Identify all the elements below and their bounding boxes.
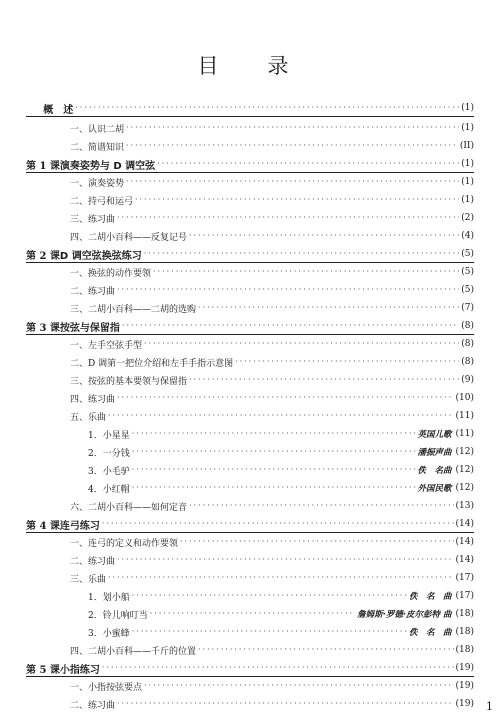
entry-label: 2．一分钱 <box>88 448 130 459</box>
leader-dots <box>189 498 454 514</box>
chapter-number: 第 3 课 <box>26 322 60 334</box>
leader-dots <box>132 426 416 442</box>
heading-underline <box>26 172 474 173</box>
leader-dots <box>102 660 454 676</box>
entry-page-number: (9) <box>461 375 474 385</box>
entry-label: 小指练习 <box>59 664 100 676</box>
toc-section-entry[interactable] <box>70 552 474 568</box>
leader-dots <box>126 174 459 190</box>
entry-label: 一、左手空弦手型 <box>70 340 143 351</box>
leader-dots <box>126 138 458 154</box>
entry-label: 概 述 <box>43 104 74 116</box>
toc-section-entry[interactable] <box>70 642 474 658</box>
composer-label: 英国儿歌 <box>417 430 452 440</box>
entry-label: 3．小蜜蜂 <box>88 628 130 639</box>
heading-underline <box>26 676 474 677</box>
page-number: 1 <box>486 700 493 713</box>
entry-page-number: (1) <box>461 159 474 169</box>
leader-dots <box>153 264 459 280</box>
leader-dots <box>126 120 459 136</box>
toc-section-entry[interactable] <box>70 678 474 694</box>
entry-label: 二、练习曲 <box>70 556 116 567</box>
heading-underline <box>26 532 474 533</box>
entry-page-number: (14) <box>455 519 474 529</box>
toc-song-entry[interactable] <box>88 426 474 442</box>
toc-chapter-entry[interactable] <box>26 318 474 334</box>
leader-dots <box>102 516 454 532</box>
toc-section-entry[interactable] <box>70 120 474 136</box>
entry-label: 一、小指按弦要点 <box>70 682 143 693</box>
composer-label: 潘振声曲 <box>417 448 452 458</box>
leader-dots <box>157 156 459 172</box>
entry-page-number: (1) <box>461 103 474 113</box>
entry-label: 1．划小船 <box>88 592 130 603</box>
toc-section-entry[interactable] <box>70 138 474 154</box>
entry-label: 连弓练习 <box>59 520 100 532</box>
entry-page-number: (5) <box>461 267 474 277</box>
toc-section-entry[interactable] <box>70 300 474 316</box>
entry-label: 三、二胡小百科——二胡的选购 <box>70 304 197 315</box>
entry-label: 四、二胡小百科——千斤的位置 <box>70 646 197 657</box>
leader-dots <box>189 228 459 244</box>
entry-page-number: (11) <box>455 411 474 421</box>
toc-section-entry[interactable] <box>70 174 474 190</box>
toc-song-entry[interactable] <box>88 588 474 604</box>
toc-chapter-entry[interactable] <box>26 246 474 262</box>
entry-page-number: (5) <box>461 249 474 259</box>
toc-section-entry[interactable] <box>70 390 474 406</box>
leader-dots <box>144 246 460 262</box>
entry-label: 二、简谱知识 <box>70 142 125 153</box>
heading-underline <box>26 116 474 117</box>
entry-label: 演奏姿势与 D 调空弦 <box>59 160 156 172</box>
entry-page-number: (8) <box>461 321 474 331</box>
entry-label: 3．小毛驴 <box>88 466 130 477</box>
leader-dots <box>180 534 454 550</box>
entry-page-number: (17) <box>455 573 474 583</box>
entry-label: 二、练习曲 <box>70 286 116 297</box>
entry-page-number: (19) <box>455 681 474 691</box>
entry-label: 一、演奏姿势 <box>70 178 125 189</box>
leader-dots <box>189 372 459 388</box>
leader-dots <box>132 462 416 478</box>
heading-underline <box>26 262 474 263</box>
toc-song-entry[interactable] <box>88 462 474 478</box>
toc-section-entry[interactable] <box>70 498 474 514</box>
composer-label: 佚 名 曲 <box>409 592 452 602</box>
entry-page-number: (14) <box>455 555 474 565</box>
entry-label: 三、练习曲 <box>70 214 116 225</box>
entry-page-number: (1) <box>461 123 474 133</box>
toc-song-entry[interactable] <box>88 444 474 460</box>
entry-label: 一、认识二胡 <box>70 124 125 135</box>
toc-section-entry[interactable] <box>70 192 474 208</box>
entry-label: 一、连弓的定义和动作要领 <box>70 538 179 549</box>
leader-dots <box>117 696 454 712</box>
entry-label: 2．铃儿响叮当 <box>88 610 148 621</box>
leader-dots <box>75 100 459 116</box>
toc-chapter-entry[interactable] <box>26 660 474 676</box>
toc-section-entry[interactable] <box>70 336 474 352</box>
composer-label: 外国民歌 <box>417 484 452 494</box>
entry-page-number: (18) <box>455 645 474 655</box>
entry-page-number: (II) <box>459 141 474 151</box>
leader-dots <box>117 390 454 406</box>
composer-label: 佚 名曲 <box>417 466 452 476</box>
entry-page-number: (18) <box>455 627 474 637</box>
entry-page-number: (12) <box>455 447 474 457</box>
toc-section-entry[interactable] <box>70 570 474 586</box>
chapter-number: 第 2 课 <box>26 250 60 262</box>
leader-dots <box>144 678 454 694</box>
entry-page-number: (18) <box>455 609 474 619</box>
entry-page-number: (10) <box>455 393 474 403</box>
entry-page-number: (17) <box>455 591 474 601</box>
leader-dots <box>108 570 454 586</box>
toc-section-entry[interactable] <box>70 264 474 280</box>
entry-page-number: (19) <box>455 663 474 673</box>
toc-section-entry[interactable] <box>70 408 474 424</box>
page-title: 目 录 <box>197 54 303 78</box>
entry-page-number: (19) <box>455 699 474 709</box>
toc-section-entry[interactable] <box>70 228 474 244</box>
toc-section-entry[interactable] <box>70 696 474 712</box>
chapter-number: 第 1 课 <box>26 160 60 172</box>
entry-label: 四、练习曲 <box>70 394 116 405</box>
chapter-number: 第 5 课 <box>26 664 60 676</box>
toc-section-entry[interactable] <box>70 210 474 226</box>
composer-label: 佚 名 曲 <box>409 628 452 638</box>
leader-dots <box>117 552 454 568</box>
toc-section-entry[interactable] <box>70 534 474 550</box>
entry-label: 二、练习曲 <box>70 700 116 711</box>
entry-label: 二、持弓和运弓 <box>70 196 134 207</box>
entry-page-number: (1) <box>461 177 474 187</box>
leader-dots <box>132 444 416 460</box>
toc-chapter-entry[interactable] <box>26 516 474 532</box>
leader-dots <box>235 354 459 370</box>
leader-dots <box>117 282 459 298</box>
leader-dots <box>150 606 355 622</box>
chapter-number: 第 4 课 <box>26 520 60 532</box>
leader-dots <box>117 210 459 226</box>
entry-label: 三、乐曲 <box>70 574 107 585</box>
entry-page-number: (5) <box>461 285 474 295</box>
entry-page-number: (8) <box>461 339 474 349</box>
leader-dots <box>108 408 454 424</box>
leader-dots <box>198 642 454 658</box>
leader-dots <box>144 336 459 352</box>
entry-page-number: (1) <box>461 195 474 205</box>
entry-label: 1．小星星 <box>88 430 130 441</box>
heading-underline <box>26 334 474 335</box>
toc-song-entry[interactable] <box>88 606 474 622</box>
entry-label: 按弦与保留指 <box>59 322 120 334</box>
leader-dots <box>132 588 407 604</box>
leader-dots <box>135 192 459 208</box>
entry-page-number: (7) <box>461 303 474 313</box>
toc-section-entry[interactable] <box>70 372 474 388</box>
leader-dots <box>132 480 416 496</box>
entry-label: 一、换弦的动作要领 <box>70 268 152 279</box>
entry-label: 六、二胡小百科——如何定音 <box>70 502 188 513</box>
entry-label: 四、二胡小百科——反复记号 <box>70 232 188 243</box>
entry-page-number: (12) <box>455 465 474 475</box>
toc-chapter-entry[interactable] <box>26 100 474 116</box>
leader-dots <box>132 624 407 640</box>
toc-section-entry[interactable] <box>70 282 474 298</box>
toc-section-entry[interactable] <box>70 354 474 370</box>
entry-label: D 调空弦换弦练习 <box>59 250 142 262</box>
entry-page-number: (13) <box>455 501 474 511</box>
entry-page-number: (4) <box>461 231 474 241</box>
toc-song-entry[interactable] <box>88 624 474 640</box>
entry-label: 二、D 调第一把位介绍和左手手指示意图 <box>70 358 234 369</box>
entry-label: 三、按弦的基本要领与保留指 <box>70 376 188 387</box>
leader-dots <box>122 318 459 334</box>
entry-label: 4．小红帽 <box>88 484 130 495</box>
toc-song-entry[interactable] <box>88 480 474 496</box>
entry-page-number: (2) <box>461 213 474 223</box>
entry-page-number: (8) <box>461 357 474 367</box>
entry-page-number: (12) <box>455 483 474 493</box>
entry-page-number: (14) <box>455 537 474 547</box>
entry-page-number: (11) <box>455 429 474 439</box>
entry-label: 五、乐曲 <box>70 412 107 423</box>
leader-dots <box>198 300 459 316</box>
composer-label: 詹姆斯·罗德·皮尔彭特 曲 <box>357 610 452 620</box>
toc-chapter-entry[interactable] <box>26 156 474 172</box>
